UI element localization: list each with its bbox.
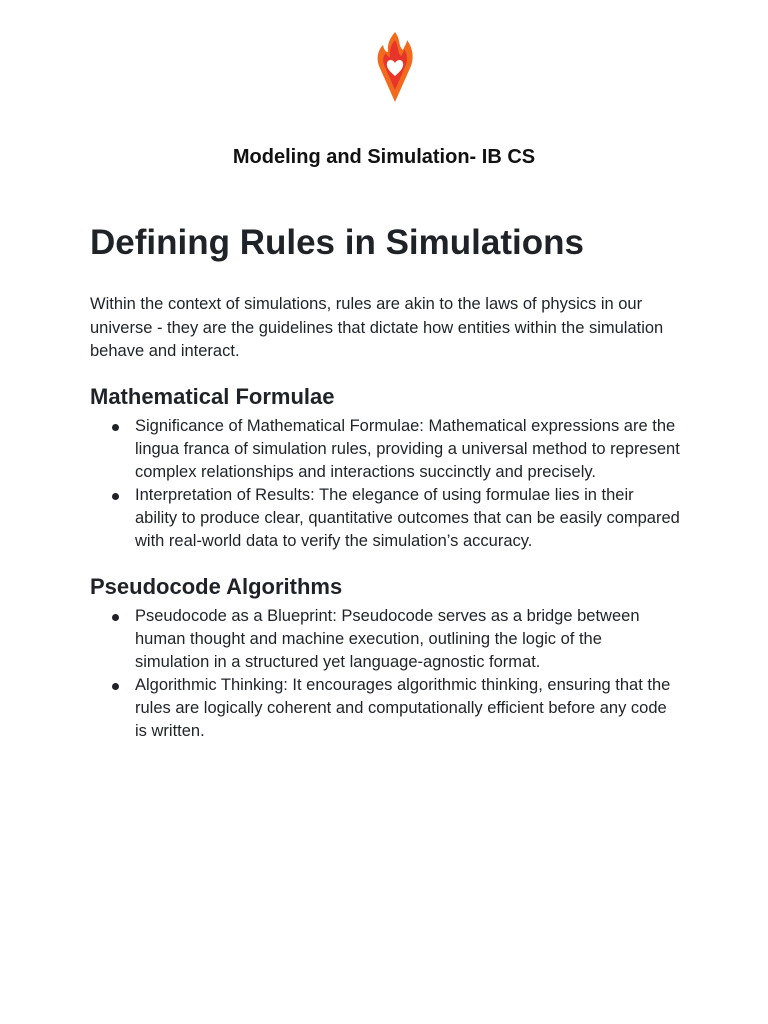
section-pseudocode-algorithms [90, 573, 680, 743]
page-heading: Defining Rules in Simulations [90, 223, 584, 262]
list-item [90, 415, 680, 484]
document-title: Modeling and Simulation- IB CS [232, 146, 536, 168]
bullet-icon [112, 614, 119, 621]
bullet-list [90, 415, 680, 553]
list-item-text: Interpretation of Results: The elegance of using formulae lies in their ability to produce clear, quantitative outcomes that can be easily compared with real-world data to verify the simulation’s accuracy. [135, 485, 680, 550]
list-item-text: Significance of Mathematical Formulae: Mathematical expressions are the lingua franca of simulation rules, providing a universal method to represent complex relationships and interactions succinctly and precisely. [135, 416, 680, 481]
bullet-icon [112, 424, 119, 431]
document-content [90, 222, 680, 763]
list-item [90, 674, 680, 743]
list-item [90, 605, 680, 674]
flame-heart-logo-icon [374, 30, 416, 104]
section-heading: Mathematical Formulae [90, 383, 335, 409]
bullet-list [90, 605, 680, 743]
list-item [90, 484, 680, 553]
bullet-icon [112, 493, 119, 500]
list-item-text: Algorithmic Thinking: It encourages algorithmic thinking, ensuring that the rules are logically coherent and computationally efficient before any code is written. [135, 675, 671, 740]
section-heading: Pseudocode Algorithms [90, 573, 343, 599]
intro-paragraph: Within the context of simulations, rules are akin to the laws of physics in our universe - they are the guidelines that dictate how entities within the simulation behave and interact. [90, 295, 664, 360]
section-mathematical-formulae [90, 383, 680, 553]
bullet-icon [112, 683, 119, 690]
list-item-text: Pseudocode as a Blueprint: Pseudocode serves as a bridge between human thought and machine execution, outlining the logic of the simulation in a structured yet language-agnostic format. [135, 606, 640, 671]
